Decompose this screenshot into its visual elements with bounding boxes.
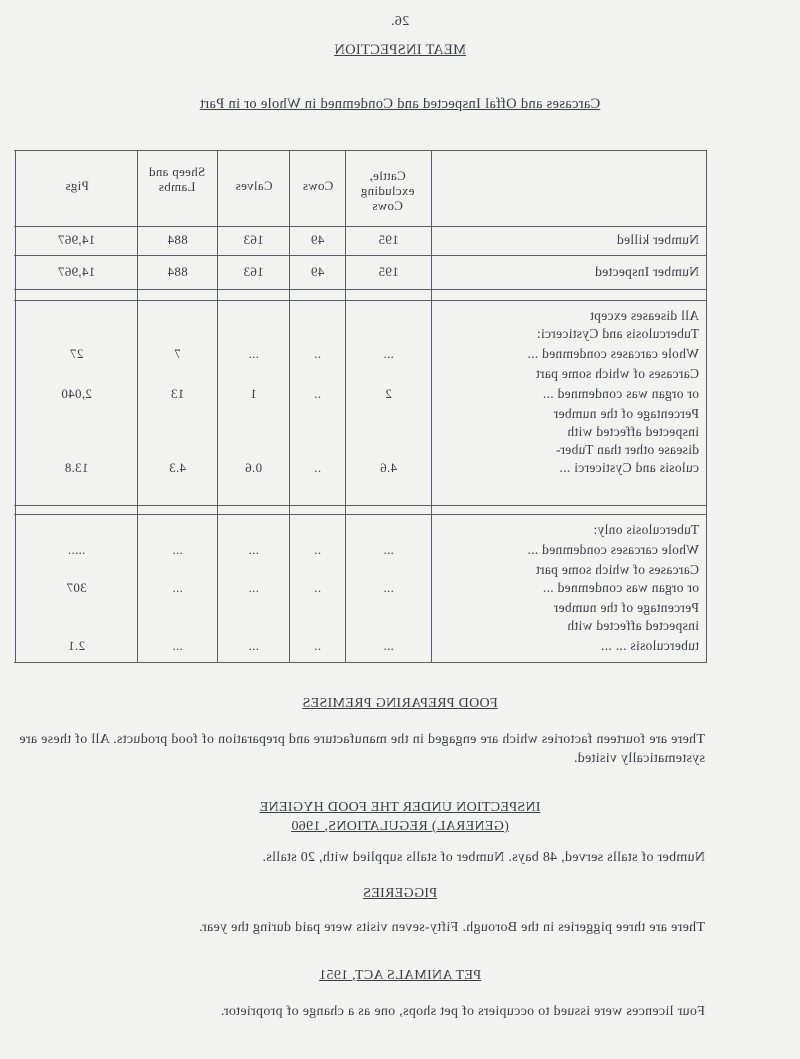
row-label: Carcases of which some part <box>535 366 699 381</box>
column-header-calves: Calves <box>235 178 273 193</box>
table-cell: ... <box>383 346 394 361</box>
table-cell: 2 <box>385 386 392 401</box>
table-cell: ... <box>248 580 259 595</box>
row-label: culosis and Cysticerci ... <box>559 460 699 475</box>
inspection-heading-line1: INSPECTION UNDER THE FOOD HYGIENE <box>259 800 541 815</box>
column-header-pigs: Pigs <box>65 178 89 193</box>
table-cell: ... <box>383 580 394 595</box>
table-cell: 884 <box>167 264 188 279</box>
row-label: Carcases of which some part <box>535 562 699 577</box>
table-cell: 7 <box>174 346 181 361</box>
row-label: tuberculosis ... ... <box>600 638 699 653</box>
table-cell: .. <box>313 346 322 361</box>
row-label: All diseases except <box>589 308 699 323</box>
column-header-cattle: Cattle, excluding Cows <box>360 168 415 213</box>
page-number: 26. <box>390 14 410 29</box>
table-cell: ... <box>248 346 259 361</box>
table-cell: 2.1 <box>67 638 86 653</box>
row-label: Tuberculosis and Cysticerci: <box>536 326 699 341</box>
table-cell: 195 <box>378 264 399 279</box>
row-label: disease other than Tuber- <box>555 442 699 457</box>
table-cell: 884 <box>167 232 188 247</box>
table-cell: ... <box>248 542 259 557</box>
piggeries-heading: PIGGERIES <box>362 886 438 901</box>
table-cell: 13.8 <box>64 460 89 475</box>
table-cell: 195 <box>378 232 399 247</box>
table-cell: ..... <box>67 542 86 557</box>
row-label: Whole carcases condemned ... <box>527 542 699 557</box>
table-cell: .. <box>313 542 322 557</box>
row-label: Percentage of the number <box>553 600 699 615</box>
inspection-heading-line2: (GENERAL) REGULATIONS, 1960 <box>291 819 509 834</box>
row-label-number-killed: Number killed <box>616 232 699 247</box>
table-cell: .. <box>313 386 322 401</box>
table-cell: ... <box>172 542 183 557</box>
pet-animals-paragraph: Four licences were issued to occupiers of pet shops, one as a change of proprietor. <box>220 1004 705 1019</box>
row-label-number-inspected: Number Inspected <box>594 264 699 279</box>
table-cell: ... <box>383 542 394 557</box>
table-cell: .. <box>313 638 322 653</box>
table-cell: 27 <box>69 346 84 361</box>
table-cell: 14,967 <box>57 232 96 247</box>
food-premises-paragraph: There are fourteen factories which are engaged in the manufacture and preparation of food products. All of these are systematically visited. <box>19 732 705 766</box>
row-label: Tuberculosis only: <box>593 522 699 537</box>
inspection-paragraph: Number of stalls served, 48 bays. Number of stalls supplied with, 20 stalls. <box>262 850 705 865</box>
row-label: or organ was condemned ... <box>542 386 699 401</box>
table-cell: 4.6 <box>379 460 398 475</box>
table-cell: 307 <box>66 580 87 595</box>
table-cell: 14,967 <box>57 264 96 279</box>
table-cell: .. <box>313 460 322 475</box>
table-cell: 4.3 <box>168 460 187 475</box>
pet-animals-heading: PET ANIMALS ACT, 1951 <box>318 968 482 983</box>
food-premises-heading: FOOD PREPARING PREMISES <box>302 696 498 711</box>
row-label: inspected affected with <box>567 424 699 439</box>
table-cell: ... <box>172 580 183 595</box>
table-cell: 163 <box>243 264 264 279</box>
meat-inspection-heading: MEAT INSPECTION <box>334 42 466 58</box>
carcass-table-heading: Carcases and Offal Inspected and Condemned in Whole or in Part <box>199 96 601 112</box>
column-header-sheep: Sheep and Lambs <box>148 164 206 194</box>
table-cell: 0.6 <box>244 460 263 475</box>
table-cell: ... <box>248 638 259 653</box>
table-cell: 49 <box>310 264 325 279</box>
table-cell: .. <box>313 580 322 595</box>
table-cell: 49 <box>310 232 325 247</box>
table-cell: ... <box>383 638 394 653</box>
piggeries-paragraph: There are three piggeries in the Borough. Fifty-seven visits were paid during the year. <box>198 920 705 935</box>
row-label: inspected affected with <box>567 618 699 633</box>
row-label: Percentage of the number <box>553 406 699 421</box>
table-cell: ... <box>172 638 183 653</box>
row-label: Whole carcases condemned ... <box>527 346 699 361</box>
table-cell: 163 <box>243 232 264 247</box>
carcass-inspection-table <box>14 150 707 663</box>
table-cell: 1 <box>250 386 257 401</box>
column-header-cows: Cows <box>302 178 334 193</box>
table-cell: 13 <box>170 386 185 401</box>
table-cell: 2,040 <box>61 386 92 401</box>
row-label: or organ was condemned ... <box>542 580 699 595</box>
